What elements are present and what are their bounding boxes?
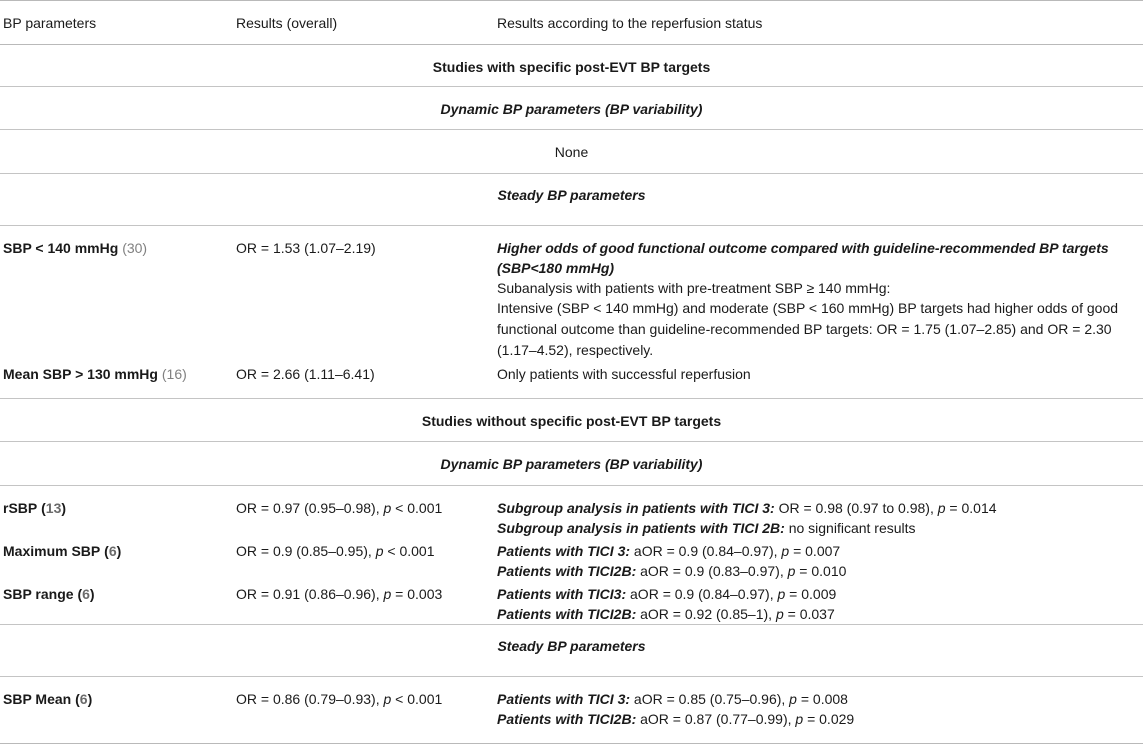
reference-link[interactable]: 6: [82, 586, 90, 602]
param-label: SBP < 140 mmHg: [3, 240, 119, 256]
param-label: rSBP: [3, 500, 38, 516]
reperfusion-result: [494, 486, 1143, 539]
table-row: [0, 538, 1143, 581]
param-cell: SBP range (6): [3, 586, 95, 602]
param-label: Mean SBP > 130 mmHg: [3, 366, 158, 382]
reference-link[interactable]: 6: [79, 691, 88, 707]
overall-result: OR = 0.97 (0.95–0.98), p < 0.001: [236, 500, 443, 516]
header-bp-parameters: BP parameters: [0, 1, 233, 45]
param-cell: Maximum SBP (6): [3, 543, 122, 559]
overall-result: OR = 1.53 (1.07–2.19): [236, 240, 376, 256]
section-heading-row: [0, 399, 1143, 442]
table-row: [0, 677, 1143, 744]
subsection-heading-row: [0, 442, 1143, 486]
param-cell: SBP Mean (6): [0, 677, 233, 744]
reperfusion-result: Only patients with successful reperfusion: [497, 366, 751, 382]
overall-result: OR = 0.86 (0.79–0.93), p < 0.001: [233, 677, 494, 744]
result-line: Patients with TICI 3: aOR = 0.9 (0.84–0.97), p = 0.007: [497, 543, 841, 559]
header-results-overall: Results (overall): [233, 1, 494, 45]
subsection-heading-row: [0, 174, 1143, 226]
subsection-heading-row: [0, 87, 1143, 130]
reperfusion-result: [494, 538, 1143, 581]
result-line: Patients with TICI2B: aOR = 0.9 (0.83–0.97), p = 0.010: [497, 563, 847, 579]
subsection-dynamic-bp: Dynamic BP parameters (BP variability): [0, 442, 1143, 486]
param-cell: [0, 361, 233, 399]
section-title-without-targets: Studies without specific post-EVT BP targets: [0, 399, 1143, 442]
reperfusion-result: [494, 677, 1143, 744]
param-cell: rSBP (13): [3, 500, 67, 516]
table-header-row: [0, 1, 1143, 45]
subsection-heading-row: [0, 625, 1143, 677]
result-line: Subgroup analysis in patients with TICI 3: OR = 0.98 (0.97 to 0.98), p = 0.014: [497, 500, 997, 516]
table-row: [0, 581, 1143, 625]
result-heading: Higher odds of good functional outcome compared with guideline-recommended BP targets (SBP<180 mmHg): [497, 240, 1109, 276]
param-label: Maximum SBP: [3, 543, 101, 559]
header-results-reperfusion: Results according to the reperfusion status: [494, 1, 1143, 45]
table-row: [0, 361, 1143, 399]
subsection-steady-bp: Steady BP parameters: [0, 625, 1143, 677]
reference-link[interactable]: (16): [161, 366, 187, 382]
result-line: Patients with TICI2B: aOR = 0.92 (0.85–1), p = 0.037: [497, 606, 835, 622]
dynamic-none: None: [0, 130, 1143, 174]
reference-link[interactable]: (30): [122, 240, 148, 256]
result-line: Subgroup analysis in patients with TICI 2B: no significant results: [497, 520, 916, 536]
reperfusion-result: [494, 226, 1143, 362]
reference-link[interactable]: 6: [108, 543, 117, 559]
overall-result: OR = 0.91 (0.86–0.96), p = 0.003: [236, 586, 443, 602]
table-row: [0, 130, 1143, 174]
result-line: Intensive (SBP < 140 mmHg) and moderate (SBP < 160 mmHg) BP targets had higher odds of good functional outcome than guideline-recommended BP targets: OR = 1.75 (1.07–2.85) and OR = 2.30 (1.17–4.52), respectively.: [497, 300, 1119, 358]
table-row: [0, 486, 1143, 539]
reperfusion-result: [494, 581, 1143, 625]
subsection-dynamic-bp: Dynamic BP parameters (BP variability): [0, 87, 1143, 130]
overall-result: OR = 2.66 (1.11–6.41): [236, 366, 375, 382]
param-cell: [0, 226, 233, 362]
subsection-steady-bp: Steady BP parameters: [0, 174, 1143, 226]
section-title-with-targets: Studies with specific post-EVT BP targets: [0, 45, 1143, 87]
section-heading-row: [0, 45, 1143, 87]
table-row: [0, 226, 1143, 362]
result-line: Patients with TICI 3: aOR = 0.85 (0.75–0.96), p = 0.008: [497, 691, 848, 707]
param-label: SBP range: [3, 586, 74, 602]
result-line: Subanalysis with patients with pre-treatment SBP ≥ 140 mmHg:: [497, 280, 891, 296]
param-label: SBP Mean: [3, 691, 72, 707]
result-line: Patients with TICI2B: aOR = 0.87 (0.77–0.99), p = 0.029: [497, 711, 855, 727]
overall-result: OR = 0.9 (0.85–0.95), p < 0.001: [236, 543, 435, 559]
reference-link[interactable]: 13: [45, 500, 62, 516]
result-line: Patients with TICI3: aOR = 0.9 (0.84–0.97), p = 0.009: [497, 586, 837, 602]
